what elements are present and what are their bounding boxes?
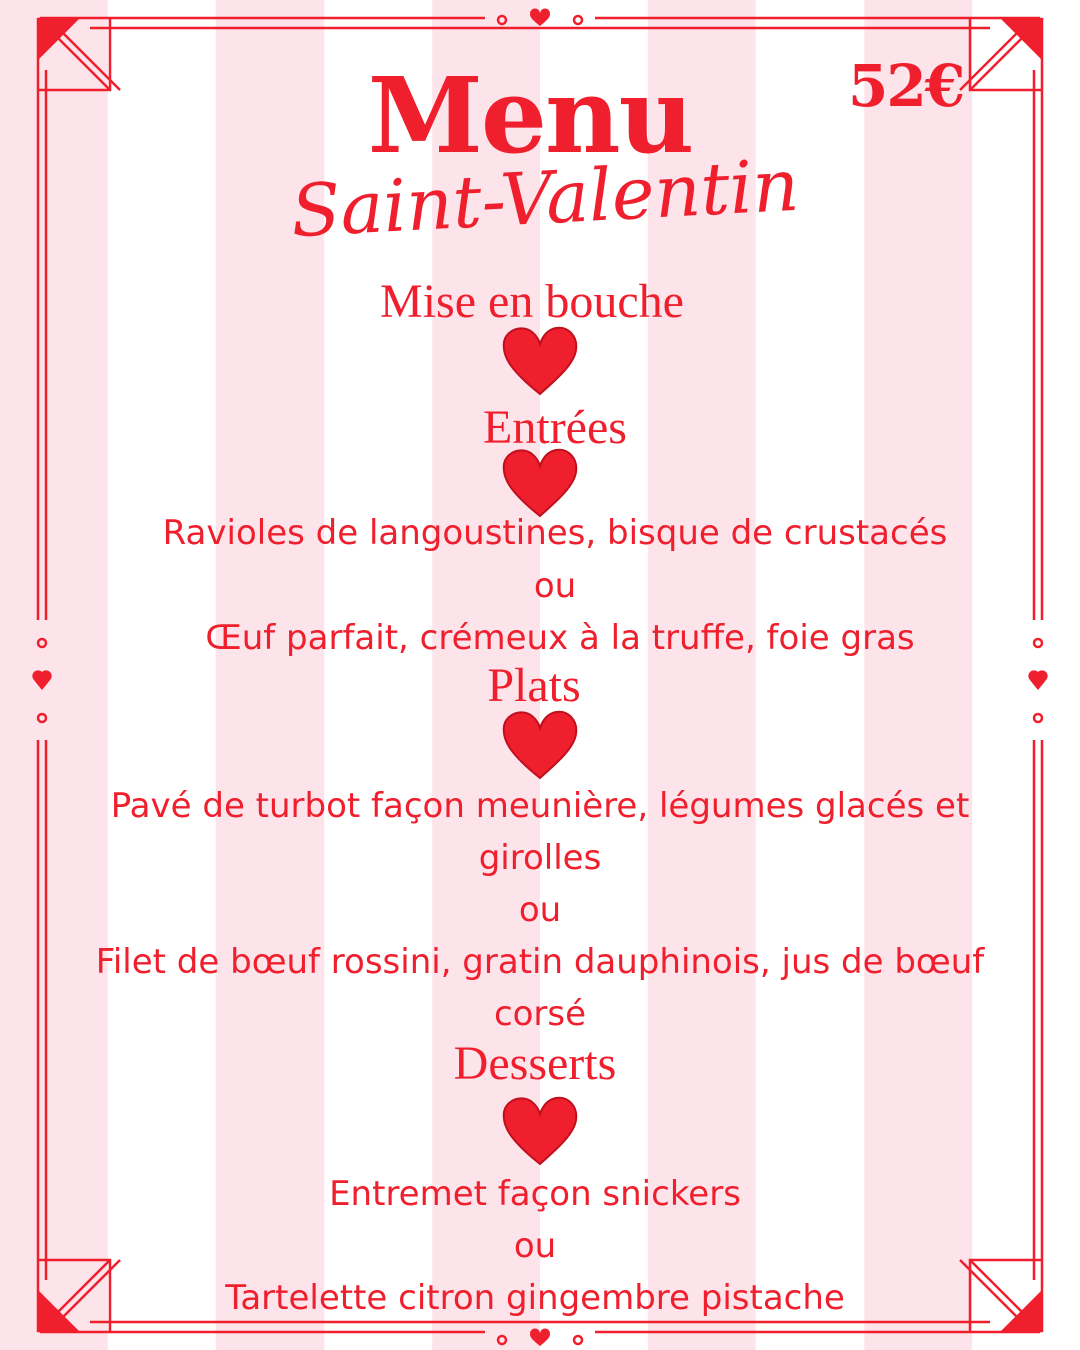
heart-icon xyxy=(500,708,580,780)
section-heading-plats: Plats xyxy=(487,659,581,712)
price-label: 52€ xyxy=(848,52,964,120)
section-heading-entrees: Entrées xyxy=(483,401,627,454)
menu-subtitle: Saint-Valentin xyxy=(288,142,802,254)
heart-icon xyxy=(500,1094,580,1166)
menu-item-separator: ou xyxy=(518,890,562,930)
section-heading-desserts: Desserts xyxy=(453,1037,617,1090)
menu-item-separator: ou xyxy=(533,566,577,606)
menu-item: Filet de bœuf rossini, gratin dauphinois, jus de bœuf xyxy=(95,942,985,982)
menu-item: Œuf parfait, crémeux à la truffe, foie gras xyxy=(205,618,915,658)
heart-icon xyxy=(500,324,580,396)
menu-title: Menu xyxy=(367,54,693,177)
menu-item-continuation: corsé xyxy=(493,994,587,1034)
menu-item: Pavé de turbot façon meunière, légumes glacés et xyxy=(110,786,970,826)
menu-item: Entremet façon snickers xyxy=(329,1174,741,1214)
menu-item: Tartelette citron gingembre pistache xyxy=(225,1278,845,1318)
section-heading-mise-en-bouche: Mise en bouche xyxy=(380,275,684,328)
menu-item: Ravioles de langoustines, bisque de crustacés xyxy=(162,513,948,553)
menu-item-continuation: girolles xyxy=(478,838,602,878)
menu-item-separator: ou xyxy=(513,1226,557,1266)
